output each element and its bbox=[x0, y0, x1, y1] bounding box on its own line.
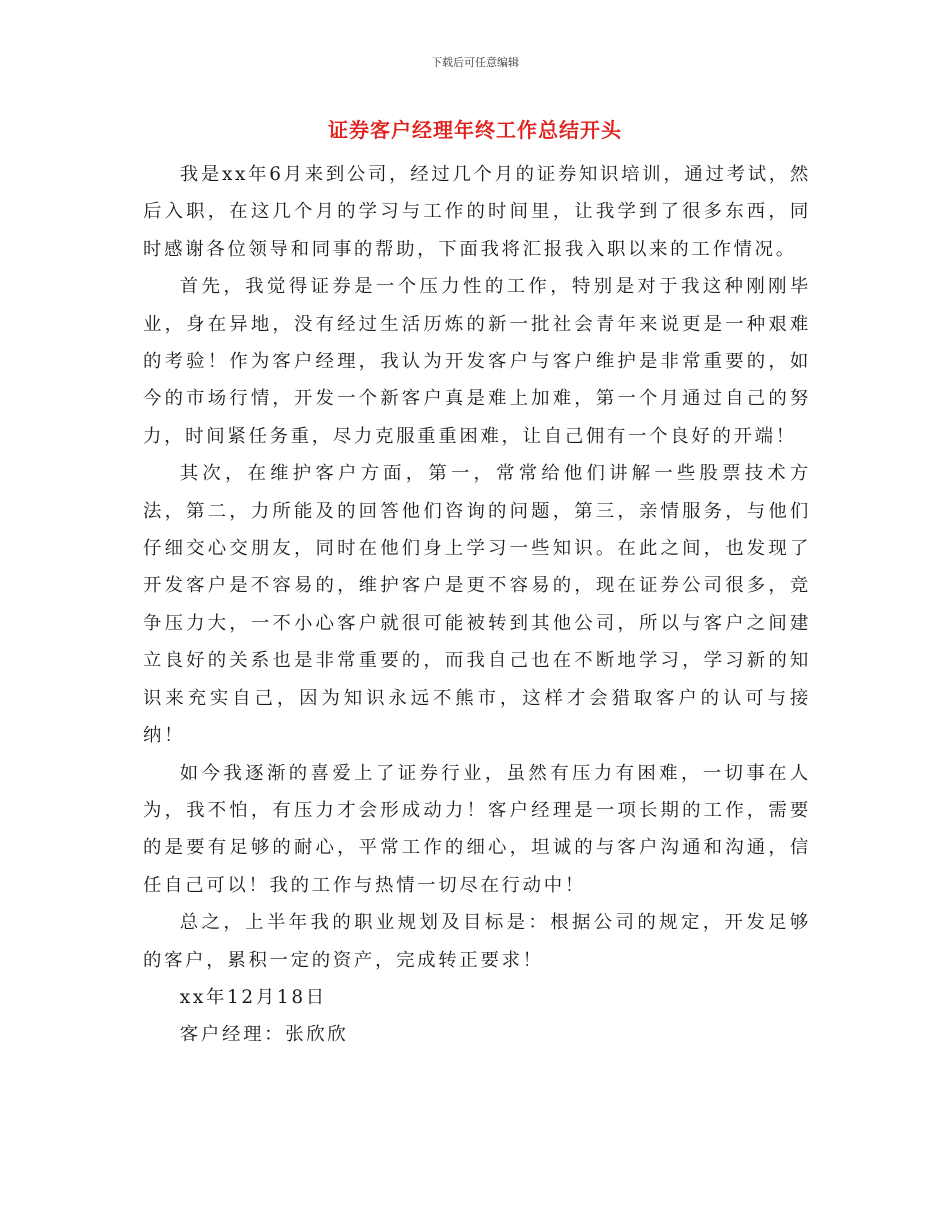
document-date: xx年12月18日 bbox=[179, 986, 327, 1008]
paragraph-intro: 我是xx年6月来到公司，经过几个月的证券知识培训，通过考试，然后入职，在这几个月的学习与工作的时间里，让我学到了很多东西，同时感谢各位领导和同事的帮助，下面我将汇报我入职以来的工作情况。 bbox=[143, 164, 811, 260]
paragraph-first: 首先，我觉得证券是一个压力性的工作，特别是对于我这种刚刚毕业，身在异地，没有经过生活历炼的新一批社会青年来说更是一种艰难的考验！作为客户经理，我认为开发客户与客户维护是非常重要的，如今的市场行情，开发一个新客户真是难上加难，第一个月通过自己的努力，时间紧任务重，尽力克服重重困难，让自己佣有一个良好的开端！ bbox=[143, 276, 811, 447]
paragraph-second: 其次，在维护客户方面，第一，常常给他们讲解一些股票技术方法，第二，力所能及的回答他们咨询的问题，第三，亲情服务，与他们仔细交心交朋友，同时在他们身上学习一些知识。在此之间，也发现了开发客户是不容易的，维护客户是更不容易的，现在证券公司很多，竞争压力大，一不小心客户就很可能被转到其他公司，所以与客户之间建立良好的关系也是非常重要的，而我自己也在不断地学习，学习新的知识来充实自己，因为知识永远不熊市，这样才会猎取客户的认可与接纳！ bbox=[143, 463, 811, 747]
header-note: 下载后可任意编辑 bbox=[431, 56, 519, 69]
document-body bbox=[143, 156, 811, 1054]
paragraph-conclusion: 总之，上半年我的职业规划及目标是：根据公司的规定，开发足够的客户，累积一定的资产，完成转正要求！ bbox=[143, 912, 811, 971]
paragraph-current: 如今我逐渐的喜爱上了证券行业，虽然有压力有困难，一切事在人为，我不怕，有压力才会形成动力！客户经理是一项长期的工作，需要的是要有足够的耐心，平常工作的细心，坦诚的与客户沟通和沟通，信任自己可以！我的工作与热情一切尽在行动中！ bbox=[143, 762, 811, 896]
document-title: 证券客户经理年终工作总结开头 bbox=[328, 118, 622, 142]
document-signature: 客户经理：张欣欣 bbox=[179, 1024, 349, 1046]
